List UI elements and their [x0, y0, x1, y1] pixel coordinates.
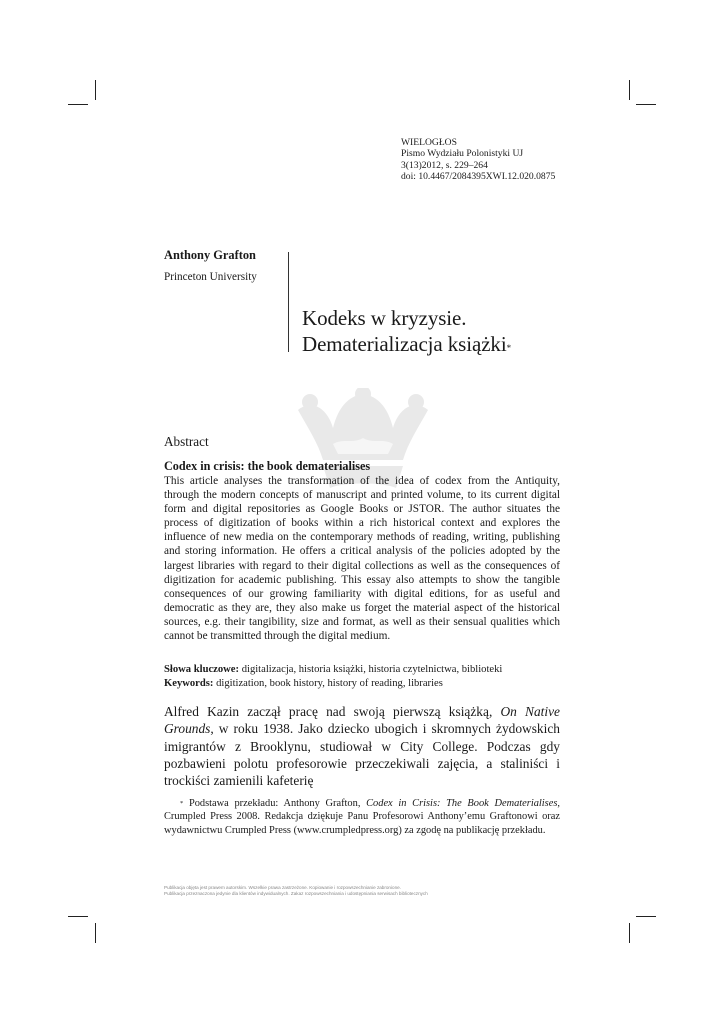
- crop-mark-top-left-vertical: [95, 80, 96, 100]
- crop-mark-top-right-vertical: [629, 80, 630, 100]
- crop-mark-bottom-left-vertical: [95, 923, 96, 943]
- title-line-2: [302, 332, 511, 358]
- main-book-title: On Native Grounds: [164, 704, 560, 737]
- article-title: [302, 306, 511, 357]
- footnote-part-2: , Crumpled Press 2008. Redakcja dziękuje Panu Profesorowi Anthony’emu Graftonowi oraz wydawnictwu Crumpled Press (www.crumpledpress.org) za zgodę na publikację przekładu.: [164, 798, 560, 836]
- journal-name: WIELOGŁOS: [401, 137, 457, 148]
- keywords-english-values: digitization, book history, history of reading, libraries: [216, 678, 443, 689]
- title-line-1: Kodeks w kryzysie.: [302, 306, 467, 330]
- copyright-line-1: Publikacja objęta jest prawem autorskim. Wszelkie prawa zastrzeżone. Kopiowanie i rozpowszechnianie zabronione.: [164, 885, 401, 890]
- main-paragraph: [164, 703, 560, 789]
- crop-mark-bottom-left-horizontal: [68, 916, 88, 917]
- footnote: [164, 797, 560, 837]
- copyright-line-2: Publikacja przeznaczona jedynie dla klientów indywidualnych. Zakaz rozpowszechniania i udostępniania serwisach bibliotecznych: [164, 890, 428, 896]
- title-line-2-text: Dematerializacja książki: [302, 331, 507, 356]
- keywords-polish: [164, 663, 564, 677]
- keywords-block: [164, 663, 564, 691]
- author-name: Anthony Grafton: [164, 248, 256, 262]
- main-text-part-2: , w roku 1938. Jako dziecko ubogich i skromnych żydowskich imigrantów z Brooklynu, studiował w City College. Podczas gdy pozbawieni polotu profesorowie przeczekiwali zajęcia, a staliniści i trockiści zamienili kafeterię: [164, 721, 560, 789]
- keywords-polish-label: Słowa kluczowe:: [164, 664, 240, 675]
- journal-issue: 3(13)2012, s. 229–264: [401, 159, 488, 171]
- crop-mark-top-left-horizontal: [68, 104, 88, 105]
- title-divider: [288, 252, 289, 352]
- footnote-book-title: Codex in Crisis: The Book Dematerialises: [366, 798, 558, 809]
- crop-mark-bottom-right-horizontal: [636, 916, 656, 917]
- copyright-notice: [164, 885, 428, 896]
- abstract-heading: Abstract: [164, 434, 209, 449]
- journal-doi: doi: 10.4467/2084395XWI.12.020.0875: [401, 171, 556, 183]
- journal-publisher: Pismo Wydziału Polonistyki UJ: [401, 148, 524, 160]
- journal-info: [401, 137, 555, 183]
- abstract-subtitle: Codex in crisis: the book dematerialises: [164, 459, 371, 473]
- footnote-marker: *: [180, 800, 184, 807]
- keywords-english-label: Keywords:: [164, 678, 214, 689]
- keywords-polish-values: digitalizacja, historia książki, historia czytelnictwa, biblioteki: [241, 664, 503, 675]
- author-affiliation: Princeton University: [164, 271, 257, 283]
- title-footnote-marker: *: [506, 342, 511, 353]
- crop-mark-bottom-right-vertical: [629, 923, 630, 943]
- keywords-english: [164, 677, 564, 691]
- crop-mark-top-right-horizontal: [636, 104, 656, 105]
- main-text-part-1: Alfred Kazin zaczął pracę nad swoją pierwszą książką,: [164, 704, 501, 719]
- abstract-body: This article analyses the transformation of the idea of codex from the Antiquity, through the modern concepts of manuscript and printed volume, to its current digital form and digital repositories as Google Books or JSTOR. The author situates the process of digitization of books within a rich historical context and explores the influence of new media on the contemporary methods of reading, writing, publishing and storing information. He offers a critical analysis of the policies adopted by the largest libraries with regard to their digital collections as well as the consequences of digitization for academic publishing. This essay also attempts to show the tangible consequences of our growing familiarity with digital editions, for as useful and democratic as they are, they also make us forget the material aspect of the historical sources, e.g. their tangibility, size and format, as well as their sensual qualities which cannot be transmitted through the digital medium.: [164, 475, 560, 643]
- footnote-part-1: Podstawa przekładu: Anthony Grafton,: [183, 798, 367, 809]
